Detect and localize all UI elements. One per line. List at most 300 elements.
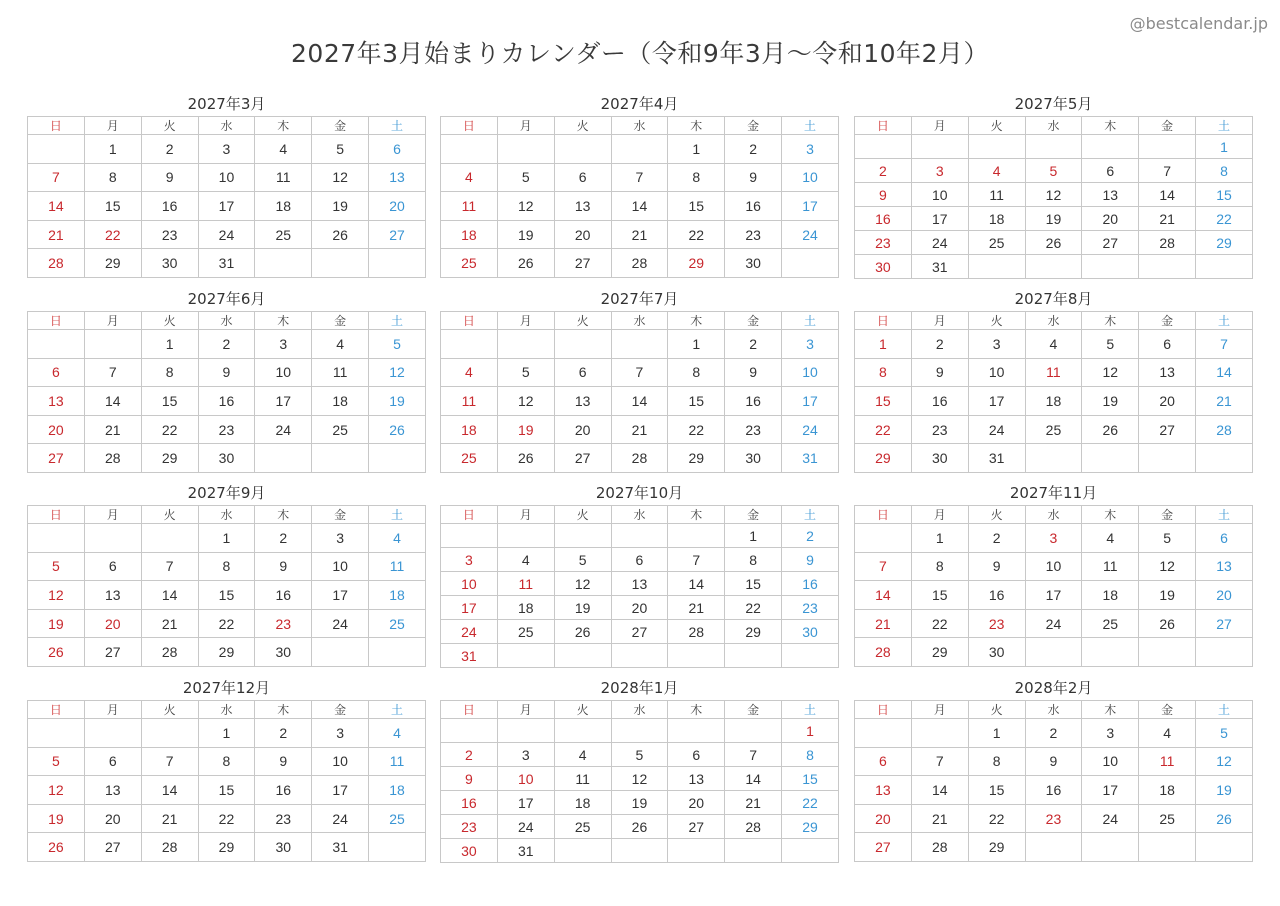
day-cell: 7 (141, 747, 198, 776)
day-cell (441, 524, 498, 548)
month-table (27, 311, 426, 473)
day-cell: 29 (1196, 231, 1253, 255)
day-cell: 30 (141, 249, 198, 278)
day-cell: 23 (198, 415, 255, 444)
day-cell: 1 (725, 524, 782, 548)
week-row (855, 358, 1253, 387)
weekday-header: 月 (497, 506, 554, 524)
day-cell: 26 (28, 638, 85, 667)
day-cell (28, 330, 85, 359)
day-cell: 20 (1082, 207, 1139, 231)
day-cell: 10 (1025, 552, 1082, 581)
day-cell: 2 (1025, 719, 1082, 748)
day-cell: 24 (497, 815, 554, 839)
weekday-header: 木 (1082, 117, 1139, 135)
month-calendar (27, 481, 426, 667)
week-row (441, 358, 839, 387)
day-cell: 10 (255, 358, 312, 387)
day-cell (312, 638, 369, 667)
week-row (28, 638, 426, 667)
month-title: 2027年8月 (1014, 290, 1093, 308)
weekday-header: 金 (725, 506, 782, 524)
weekday-header-row (441, 701, 839, 719)
day-cell: 25 (1082, 609, 1139, 638)
day-cell: 14 (855, 581, 912, 610)
week-row (855, 255, 1253, 279)
day-cell: 23 (255, 804, 312, 833)
day-cell: 12 (312, 163, 369, 192)
day-cell (668, 524, 725, 548)
weekday-header: 月 (497, 701, 554, 719)
day-cell: 31 (441, 644, 498, 668)
day-cell: 19 (1025, 207, 1082, 231)
day-cell: 3 (1025, 524, 1082, 553)
day-cell: 11 (369, 747, 426, 776)
day-cell: 11 (441, 192, 498, 221)
day-cell: 31 (312, 833, 369, 862)
day-cell: 7 (668, 548, 725, 572)
day-cell (1025, 255, 1082, 279)
day-cell (782, 839, 839, 863)
weekday-header-row (855, 506, 1253, 524)
month-calendar (854, 287, 1253, 473)
weekday-header: 水 (1025, 701, 1082, 719)
weekday-header: 火 (141, 312, 198, 330)
weekday-header: 火 (554, 506, 611, 524)
month-title: 2027年6月 (187, 290, 266, 308)
weekday-header: 金 (1139, 506, 1196, 524)
day-cell: 22 (668, 415, 725, 444)
weekday-header: 金 (725, 312, 782, 330)
month-calendar (440, 676, 839, 863)
day-cell: 5 (28, 552, 85, 581)
day-cell: 18 (1139, 776, 1196, 805)
day-cell: 27 (554, 444, 611, 473)
day-cell (1082, 638, 1139, 667)
weekday-header: 金 (312, 701, 369, 719)
day-cell: 29 (911, 638, 968, 667)
day-cell: 19 (497, 415, 554, 444)
weekday-header: 木 (1082, 701, 1139, 719)
day-cell: 1 (141, 330, 198, 359)
day-cell: 4 (554, 743, 611, 767)
day-cell: 29 (725, 620, 782, 644)
day-cell: 31 (782, 444, 839, 473)
day-cell: 28 (668, 620, 725, 644)
weekday-header: 日 (855, 701, 912, 719)
day-cell: 8 (84, 163, 141, 192)
week-row (441, 572, 839, 596)
day-cell: 15 (198, 581, 255, 610)
day-cell: 21 (1196, 387, 1253, 416)
day-cell: 28 (1139, 231, 1196, 255)
day-cell: 21 (28, 220, 85, 249)
day-cell: 20 (28, 415, 85, 444)
weekday-header: 木 (1082, 312, 1139, 330)
day-cell: 12 (1082, 358, 1139, 387)
day-cell: 25 (369, 804, 426, 833)
day-cell: 5 (497, 358, 554, 387)
day-cell: 27 (84, 833, 141, 862)
month-title: 2028年2月 (1014, 679, 1093, 697)
day-cell: 19 (1082, 387, 1139, 416)
day-cell: 3 (198, 135, 255, 164)
day-cell (1082, 135, 1139, 159)
day-cell (554, 330, 611, 359)
day-cell: 2 (441, 743, 498, 767)
week-row (855, 776, 1253, 805)
day-cell: 21 (1139, 207, 1196, 231)
weekday-header: 木 (255, 312, 312, 330)
day-cell: 28 (84, 444, 141, 473)
day-cell: 13 (554, 387, 611, 416)
day-cell: 20 (668, 791, 725, 815)
day-cell: 17 (312, 776, 369, 805)
day-cell: 23 (725, 220, 782, 249)
weekday-header-row (28, 117, 426, 135)
day-cell: 4 (255, 135, 312, 164)
day-cell: 11 (1025, 358, 1082, 387)
week-row (855, 552, 1253, 581)
day-cell: 3 (782, 135, 839, 164)
weekday-header: 火 (141, 701, 198, 719)
day-cell (1082, 444, 1139, 473)
day-cell: 21 (84, 415, 141, 444)
day-cell (1082, 255, 1139, 279)
week-row (441, 444, 839, 473)
day-cell (554, 524, 611, 548)
day-cell: 18 (1025, 387, 1082, 416)
month-table (27, 505, 426, 667)
day-cell (497, 644, 554, 668)
day-cell: 15 (84, 192, 141, 221)
week-row (28, 747, 426, 776)
weekday-header: 日 (28, 312, 85, 330)
day-cell: 7 (611, 358, 668, 387)
day-cell: 12 (28, 776, 85, 805)
day-cell: 22 (141, 415, 198, 444)
weekday-header: 水 (611, 117, 668, 135)
weekday-header: 火 (968, 701, 1025, 719)
day-cell: 10 (312, 747, 369, 776)
month-title: 2027年3月 (187, 95, 266, 113)
week-row (28, 220, 426, 249)
day-cell: 2 (725, 330, 782, 359)
month-table (854, 700, 1253, 862)
week-row (855, 444, 1253, 473)
day-cell (554, 839, 611, 863)
day-cell: 26 (554, 620, 611, 644)
month-calendar (440, 481, 839, 668)
day-cell: 15 (725, 572, 782, 596)
day-cell (84, 719, 141, 748)
week-row (441, 415, 839, 444)
weekday-header: 木 (1082, 506, 1139, 524)
day-cell: 18 (369, 776, 426, 805)
day-cell: 13 (1196, 552, 1253, 581)
day-cell: 20 (554, 220, 611, 249)
day-cell: 21 (141, 609, 198, 638)
day-cell: 4 (1139, 719, 1196, 748)
week-row (28, 415, 426, 444)
week-row (855, 524, 1253, 553)
day-cell (141, 719, 198, 748)
month-table (854, 116, 1253, 279)
day-cell: 26 (1025, 231, 1082, 255)
day-cell: 9 (968, 552, 1025, 581)
day-cell: 11 (255, 163, 312, 192)
day-cell: 5 (369, 330, 426, 359)
week-row (28, 192, 426, 221)
day-cell: 1 (668, 330, 725, 359)
weekday-header: 金 (312, 312, 369, 330)
day-cell: 7 (725, 743, 782, 767)
day-cell (554, 135, 611, 164)
day-cell: 24 (198, 220, 255, 249)
day-cell: 11 (497, 572, 554, 596)
day-cell: 23 (141, 220, 198, 249)
day-cell (312, 249, 369, 278)
day-cell: 25 (255, 220, 312, 249)
day-cell: 24 (782, 415, 839, 444)
day-cell: 28 (911, 833, 968, 862)
day-cell (497, 135, 554, 164)
day-cell: 16 (855, 207, 912, 231)
day-cell: 15 (782, 767, 839, 791)
weekday-header: 火 (554, 117, 611, 135)
day-cell: 13 (1139, 358, 1196, 387)
weekday-header: 月 (911, 117, 968, 135)
day-cell: 28 (855, 638, 912, 667)
day-cell: 10 (1082, 747, 1139, 776)
day-cell (312, 444, 369, 473)
day-cell (441, 719, 498, 743)
weekday-header: 日 (28, 506, 85, 524)
day-cell: 4 (968, 159, 1025, 183)
day-cell: 5 (497, 163, 554, 192)
day-cell (668, 644, 725, 668)
day-cell: 10 (441, 572, 498, 596)
day-cell: 25 (441, 249, 498, 278)
weekday-header: 火 (554, 312, 611, 330)
week-row (855, 719, 1253, 748)
day-cell: 4 (497, 548, 554, 572)
day-cell: 29 (782, 815, 839, 839)
day-cell: 5 (1082, 330, 1139, 359)
day-cell (84, 524, 141, 553)
day-cell: 24 (1082, 804, 1139, 833)
weekday-header: 金 (1139, 117, 1196, 135)
day-cell: 15 (968, 776, 1025, 805)
weekday-header: 火 (968, 312, 1025, 330)
day-cell: 27 (611, 620, 668, 644)
day-cell: 20 (369, 192, 426, 221)
day-cell: 27 (369, 220, 426, 249)
day-cell (84, 330, 141, 359)
weekday-header: 木 (255, 701, 312, 719)
day-cell: 1 (855, 330, 912, 359)
day-cell: 17 (198, 192, 255, 221)
weekday-header: 火 (968, 506, 1025, 524)
day-cell: 29 (668, 444, 725, 473)
day-cell (1025, 833, 1082, 862)
day-cell (554, 719, 611, 743)
day-cell: 13 (554, 192, 611, 221)
day-cell: 14 (141, 776, 198, 805)
day-cell: 25 (312, 415, 369, 444)
day-cell: 23 (968, 609, 1025, 638)
day-cell: 16 (782, 572, 839, 596)
day-cell: 5 (611, 743, 668, 767)
day-cell: 6 (554, 358, 611, 387)
day-cell: 5 (1025, 159, 1082, 183)
day-cell: 16 (441, 791, 498, 815)
day-cell: 17 (1025, 581, 1082, 610)
day-cell: 10 (782, 358, 839, 387)
day-cell (255, 444, 312, 473)
week-row (855, 609, 1253, 638)
day-cell (1025, 444, 1082, 473)
day-cell: 24 (911, 231, 968, 255)
day-cell: 16 (1025, 776, 1082, 805)
day-cell: 9 (198, 358, 255, 387)
day-cell: 24 (255, 415, 312, 444)
day-cell: 14 (668, 572, 725, 596)
day-cell: 18 (497, 596, 554, 620)
day-cell: 7 (1196, 330, 1253, 359)
day-cell: 22 (911, 609, 968, 638)
weekday-header: 金 (1139, 312, 1196, 330)
day-cell: 16 (725, 387, 782, 416)
day-cell: 17 (255, 387, 312, 416)
day-cell: 16 (141, 192, 198, 221)
day-cell (1139, 833, 1196, 862)
week-row (28, 330, 426, 359)
day-cell: 1 (968, 719, 1025, 748)
day-cell: 14 (84, 387, 141, 416)
day-cell: 7 (141, 552, 198, 581)
day-cell (911, 135, 968, 159)
day-cell: 31 (497, 839, 554, 863)
day-cell: 2 (855, 159, 912, 183)
day-cell: 25 (497, 620, 554, 644)
day-cell: 5 (312, 135, 369, 164)
day-cell: 11 (369, 552, 426, 581)
week-row (855, 415, 1253, 444)
week-row (855, 330, 1253, 359)
weekday-header: 土 (782, 117, 839, 135)
day-cell: 23 (441, 815, 498, 839)
day-cell: 18 (968, 207, 1025, 231)
day-cell: 29 (668, 249, 725, 278)
day-cell: 12 (28, 581, 85, 610)
day-cell: 22 (84, 220, 141, 249)
day-cell: 28 (28, 249, 85, 278)
day-cell: 14 (611, 387, 668, 416)
day-cell (1139, 255, 1196, 279)
day-cell: 24 (1025, 609, 1082, 638)
day-cell: 19 (28, 804, 85, 833)
day-cell: 3 (1082, 719, 1139, 748)
day-cell: 12 (1139, 552, 1196, 581)
day-cell: 22 (968, 804, 1025, 833)
day-cell: 10 (911, 183, 968, 207)
day-cell: 4 (441, 163, 498, 192)
day-cell: 10 (497, 767, 554, 791)
day-cell: 21 (141, 804, 198, 833)
day-cell: 22 (1196, 207, 1253, 231)
month-calendar (854, 676, 1253, 862)
day-cell: 6 (611, 548, 668, 572)
day-cell (725, 719, 782, 743)
weekday-header: 日 (441, 117, 498, 135)
day-cell (369, 444, 426, 473)
day-cell: 2 (968, 524, 1025, 553)
weekday-header: 金 (725, 117, 782, 135)
day-cell: 4 (312, 330, 369, 359)
day-cell: 21 (668, 596, 725, 620)
day-cell (1139, 444, 1196, 473)
day-cell: 18 (441, 220, 498, 249)
day-cell (611, 644, 668, 668)
day-cell: 10 (312, 552, 369, 581)
day-cell: 14 (611, 192, 668, 221)
day-cell: 13 (84, 776, 141, 805)
day-cell: 29 (84, 249, 141, 278)
weekday-header-row (441, 312, 839, 330)
day-cell: 19 (497, 220, 554, 249)
weekday-header: 月 (497, 312, 554, 330)
day-cell: 30 (911, 444, 968, 473)
day-cell: 3 (782, 330, 839, 359)
day-cell (968, 135, 1025, 159)
day-cell: 10 (198, 163, 255, 192)
weekday-header: 土 (369, 117, 426, 135)
day-cell: 26 (497, 249, 554, 278)
weekday-header: 水 (611, 701, 668, 719)
month-title: 2027年5月 (1014, 95, 1093, 113)
day-cell: 28 (141, 638, 198, 667)
day-cell: 13 (855, 776, 912, 805)
day-cell: 16 (725, 192, 782, 221)
day-cell: 10 (782, 163, 839, 192)
day-cell: 8 (668, 163, 725, 192)
day-cell: 8 (855, 358, 912, 387)
month-title: 2027年4月 (600, 95, 679, 113)
day-cell: 27 (1139, 415, 1196, 444)
day-cell: 31 (911, 255, 968, 279)
day-cell: 4 (441, 358, 498, 387)
day-cell: 6 (554, 163, 611, 192)
day-cell: 29 (141, 444, 198, 473)
day-cell: 2 (255, 719, 312, 748)
day-cell: 19 (1139, 581, 1196, 610)
day-cell: 19 (369, 387, 426, 416)
weekday-header-row (28, 312, 426, 330)
day-cell: 4 (1025, 330, 1082, 359)
day-cell (855, 524, 912, 553)
day-cell (28, 719, 85, 748)
day-cell: 12 (1196, 747, 1253, 776)
day-cell (611, 719, 668, 743)
day-cell: 24 (968, 415, 1025, 444)
day-cell: 11 (1082, 552, 1139, 581)
day-cell: 23 (1025, 804, 1082, 833)
day-cell: 10 (968, 358, 1025, 387)
week-row (28, 524, 426, 553)
day-cell: 30 (255, 833, 312, 862)
week-row (441, 620, 839, 644)
